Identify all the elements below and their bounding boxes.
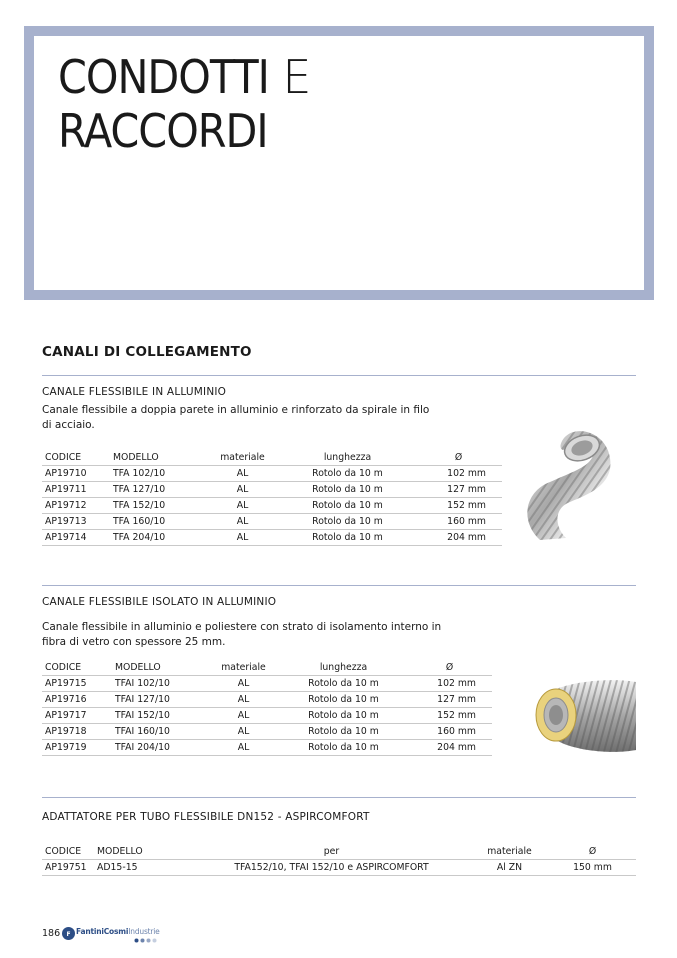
page-title-word-3: RACCORDI	[58, 104, 268, 158]
column-header-modello: MODELLO	[97, 846, 143, 857]
cell-diameter: 127 mm	[412, 482, 502, 498]
cell-modello: TFAI 204/10	[112, 740, 204, 756]
cell-codice: AP19712	[42, 498, 110, 514]
cell-diameter: 127 mm	[404, 692, 492, 708]
cell-materiale: AL	[202, 498, 280, 514]
column-header-diameter: Ø	[445, 662, 454, 673]
table-row	[42, 860, 636, 876]
cell-lunghezza: Rotolo da 10 m	[280, 514, 412, 530]
insulated-duct-core	[549, 705, 563, 725]
table-row	[42, 676, 492, 692]
table-header-row	[42, 449, 502, 466]
column-header-materiale: materiale	[220, 452, 265, 463]
column-header-codice: CODICE	[45, 846, 82, 857]
page-number: 186	[42, 928, 61, 939]
cell-diameter: 160 mm	[412, 514, 502, 530]
product-1-table	[42, 449, 502, 546]
cell-materiale: AL	[204, 724, 280, 740]
cell-materiale: AL	[202, 466, 280, 482]
cell-diameter: 152 mm	[412, 498, 502, 514]
cell-codice: AP19716	[42, 692, 112, 708]
product-2-description: Canale flessibile in alluminio e poliestere con strato di isolamento interno in fibra di vetro con spessore 25 mm.	[42, 621, 442, 648]
brand-logo-dots-icon	[134, 938, 158, 943]
product-1-description: Canale flessibile a doppia parete in alluminio e rinforzato da spirale in filo di acciaio.	[42, 404, 430, 431]
table-row	[42, 708, 492, 724]
cell-diameter: 152 mm	[404, 708, 492, 724]
page-title-word-1: CONDOTTI	[58, 50, 269, 104]
page-title-word-2: E	[282, 50, 311, 104]
product-3-table	[42, 843, 636, 876]
product-2-table	[42, 659, 492, 756]
cell-modello: TFA 102/10	[110, 466, 202, 482]
cell-lunghezza: Rotolo da 10 m	[280, 708, 404, 724]
cell-materiale: AL	[202, 530, 280, 546]
cell-codice: AP19718	[42, 724, 112, 740]
cell-lunghezza: Rotolo da 10 m	[280, 724, 404, 740]
product-1-title: CANALE FLESSIBILE IN ALLUMINIO	[42, 386, 227, 398]
column-header-codice: CODICE	[45, 662, 82, 673]
cell-lunghezza: Rotolo da 10 m	[280, 482, 412, 498]
cell-diameter: 160 mm	[404, 724, 492, 740]
column-header-lunghezza: lunghezza	[319, 662, 368, 673]
title-panel	[34, 36, 644, 290]
cell-diameter: 204 mm	[404, 740, 492, 756]
cell-codice: AP19711	[42, 482, 110, 498]
cell-modello: TFAI 152/10	[112, 708, 204, 724]
cell-codice: AP19719	[42, 740, 112, 756]
section-heading: CANALI DI COLLEGAMENTO	[42, 344, 252, 360]
cell-modello: TFA 204/10	[110, 530, 202, 546]
cell-lunghezza: Rotolo da 10 m	[280, 676, 404, 692]
cell-modello: TFAI 102/10	[112, 676, 204, 692]
column-header-diameter: Ø	[588, 846, 597, 857]
brand-logo-text	[76, 927, 160, 936]
column-header-diameter: Ø	[454, 452, 463, 463]
cell-modello: TFA 160/10	[110, 514, 202, 530]
column-header-modello: MODELLO	[115, 662, 161, 673]
table-row	[42, 482, 502, 498]
cell-per: TFA152/10, TFAI 152/10 e ASPIRCOMFORT	[190, 860, 470, 876]
table-row	[42, 530, 502, 546]
section-divider	[42, 375, 636, 376]
insulated-duct-photo	[526, 668, 636, 756]
cell-diameter: 102 mm	[404, 676, 492, 692]
table-header-row	[42, 659, 492, 676]
brand-logo-text-main: FantiniCosmi	[76, 927, 129, 936]
title-frame	[24, 26, 654, 300]
product-2-divider	[42, 797, 636, 798]
cell-materiale: AL	[204, 708, 280, 724]
table-row	[42, 466, 502, 482]
brand-logo-icon	[62, 927, 75, 940]
cell-lunghezza: Rotolo da 10 m	[280, 530, 412, 546]
cell-lunghezza: Rotolo da 10 m	[280, 466, 412, 482]
cell-materiale: AL	[202, 482, 280, 498]
cell-modello: TFAI 160/10	[112, 724, 204, 740]
brand-logo	[62, 925, 162, 945]
cell-diameter: 204 mm	[412, 530, 502, 546]
cell-modello: TFA 127/10	[110, 482, 202, 498]
cell-lunghezza: Rotolo da 10 m	[280, 740, 404, 756]
aluminium-duct-photo	[520, 410, 636, 544]
cell-modello: TFAI 127/10	[112, 692, 204, 708]
cell-codice: AP19715	[42, 676, 112, 692]
cell-materiale: AL	[202, 514, 280, 530]
cell-materiale: AL	[204, 676, 280, 692]
cell-modello: TFA 152/10	[110, 498, 202, 514]
cell-modello: AD15-15	[94, 860, 190, 876]
cell-diameter: 102 mm	[412, 466, 502, 482]
brand-logo-text-sub: Industrie	[128, 927, 160, 936]
cell-lunghezza: Rotolo da 10 m	[280, 692, 404, 708]
table-header-row	[42, 843, 636, 860]
product-3-title: ADATTATORE PER TUBO FLESSIBILE DN152 - ASPIRCOMFORT	[42, 811, 370, 823]
table-row	[42, 724, 492, 740]
cell-codice: AP19710	[42, 466, 110, 482]
column-header-lunghezza: lunghezza	[323, 452, 372, 463]
table-row	[42, 514, 502, 530]
column-header-materiale: materiale	[221, 662, 266, 673]
product-1-divider	[42, 585, 636, 586]
product-2-title: CANALE FLESSIBILE ISOLATO IN ALLUMINIO	[42, 596, 277, 608]
column-header-per: per	[323, 846, 340, 857]
cell-diameter: 150 mm	[546, 860, 636, 876]
column-header-codice: CODICE	[45, 452, 82, 463]
cell-codice: AP19713	[42, 514, 110, 530]
table-row	[42, 740, 492, 756]
table-row	[42, 498, 502, 514]
table-row	[42, 692, 492, 708]
column-header-materiale: materiale	[487, 846, 532, 857]
cell-materiale: AL	[204, 740, 280, 756]
cell-lunghezza: Rotolo da 10 m	[280, 498, 412, 514]
page-title	[58, 50, 644, 158]
svg-text:F: F	[66, 931, 71, 938]
cell-materiale: AL	[204, 692, 280, 708]
cell-codice: AP19751	[42, 860, 94, 876]
cell-materiale: Al ZN	[470, 860, 546, 876]
cell-codice: AP19714	[42, 530, 110, 546]
column-header-modello: MODELLO	[113, 452, 159, 463]
cell-codice: AP19717	[42, 708, 112, 724]
